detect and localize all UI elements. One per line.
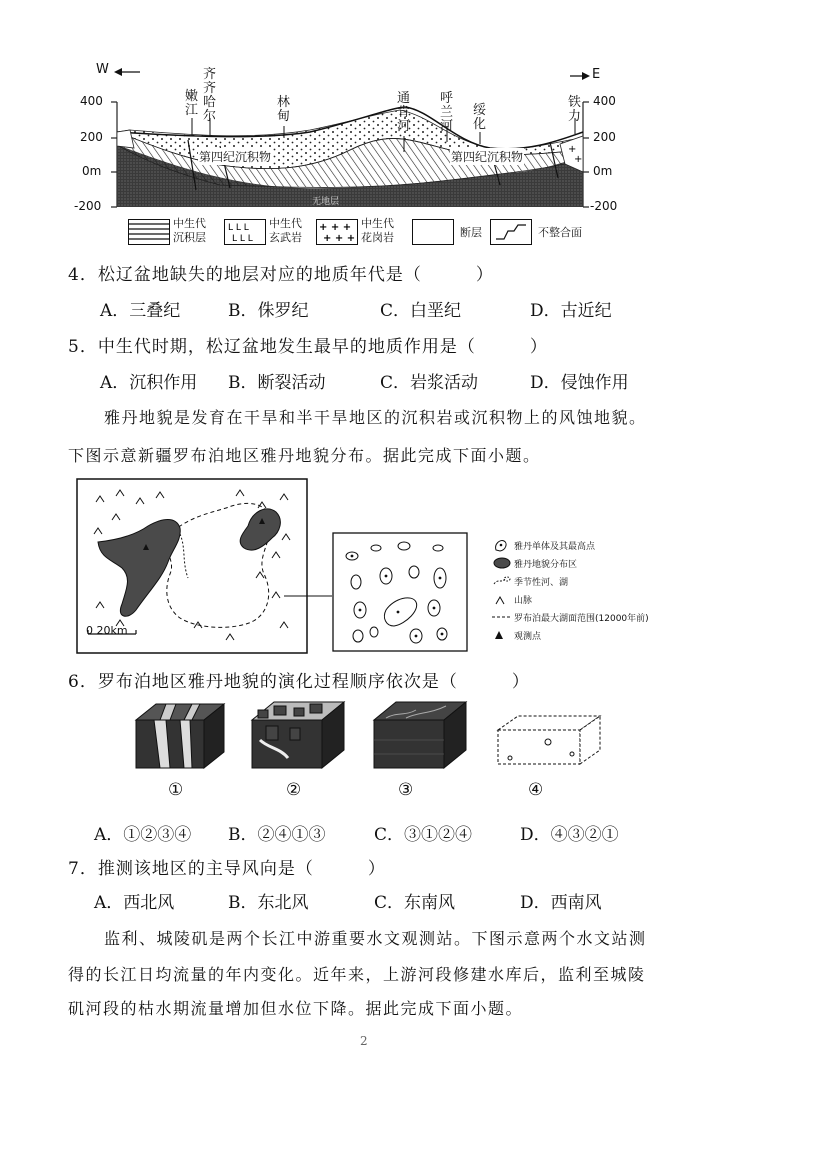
svg-text:+ + +: + + +	[323, 233, 356, 244]
y-tick-left-neg200: -200	[74, 199, 102, 213]
legend-observation-point-label: 观测点	[514, 632, 542, 642]
yardang-map-figure	[76, 478, 676, 654]
evolution-block-4	[492, 714, 604, 780]
yangtze-intro-line-1: 监利、城陵矶是两个长江中游重要水文观测站。下图示意两个水文站测	[104, 929, 647, 948]
geologic-cross-section-figure	[70, 60, 630, 250]
y-tick-right-400: 400	[593, 94, 616, 108]
yardang-map-legend	[492, 536, 676, 656]
y-tick-left-400: 400	[80, 94, 103, 108]
place-qiqihar: 齐齐哈尔	[203, 67, 217, 124]
svg-text:+: +	[574, 154, 583, 165]
legend-observation-point-icon	[492, 628, 512, 642]
question-4: 4．松辽盆地缺失的地层对应的地质年代是（ ）	[68, 265, 494, 285]
east-label: E	[592, 67, 601, 82]
q6-option-d: D．④③②①	[520, 825, 619, 845]
place-suihua: 绥化	[473, 103, 487, 132]
q4-option-c: C．白垩纪	[380, 301, 462, 321]
evolution-block-1	[126, 700, 226, 780]
legend-unconformity-swatch	[490, 219, 532, 245]
svg-text:L L L: L L L	[232, 234, 253, 244]
yangtze-intro-line-3: 矶河段的枯水期流量增加但水位下降。据此完成下面小题。	[68, 999, 524, 1018]
legend-mountain-label: 山脉	[514, 596, 533, 606]
q7-option-c: C．东南风	[374, 893, 456, 913]
legend-fault-label: 断层	[460, 226, 482, 239]
q6-option-b: B．②④①③	[228, 825, 326, 845]
y-tick-left-200: 200	[80, 130, 103, 144]
q5-option-a: A．沉积作用	[100, 373, 198, 393]
yangtze-intro-line-2: 得的长江日均流量的年内变化。近年来，上游河段修建水库后，监利至城陵	[68, 965, 646, 984]
svg-text:L L L: L L L	[228, 223, 249, 233]
legend-basalt-label: 中生代玄武岩	[269, 217, 302, 244]
q5-option-b: B．断裂活动	[228, 373, 326, 393]
place-tongken-river: 通肯河	[397, 91, 411, 134]
label-basement: 无地层	[312, 197, 340, 207]
q4-option-b: B．侏罗纪	[228, 301, 309, 321]
map-scale-label: 0 20km	[86, 624, 128, 637]
q5-option-d: D．侵蚀作用	[530, 373, 629, 393]
legend-max-lake-icon	[492, 610, 512, 624]
yardang-intro-line-2: 下图示意新疆罗布泊地区雅丹地貌分布。据此完成下面小题。	[68, 446, 541, 465]
evolution-label-3: ③	[398, 780, 414, 800]
q6-option-c: C．③①②④	[374, 825, 473, 845]
legend-row	[128, 217, 588, 249]
legend-seasonal-river-label: 季节性河、湖	[514, 578, 569, 588]
q5-option-c: C．岩浆活动	[380, 373, 479, 393]
y-tick-right-neg200: -200	[590, 199, 618, 213]
svg-text:+ + +: + + +	[319, 222, 352, 233]
west-label: W	[96, 62, 109, 77]
question-6: 6．罗布泊地区雅丹地貌的演化过程顺序依次是（ ）	[68, 672, 530, 692]
y-tick-right-200: 200	[593, 130, 616, 144]
yardang-inset-map	[332, 532, 468, 652]
svg-text:+: +	[568, 144, 577, 155]
evolution-block-2	[244, 700, 348, 780]
legend-yardang-unit-icon	[492, 538, 512, 552]
legend-sediment-label: 中生代沉积层	[173, 217, 206, 244]
label-quaternary-left: 第四纪沉积物	[199, 150, 272, 164]
place-tieli: 铁力	[568, 95, 582, 124]
y-tick-left-0: 0m	[82, 164, 102, 178]
question-7: 7．推测该地区的主导风向是（ ）	[68, 859, 386, 879]
legend-yardang-area-icon	[492, 556, 512, 570]
legend-mountain-icon	[492, 592, 512, 606]
question-5: 5．中生代时期，松辽盆地发生最早的地质作用是（ ）	[68, 337, 548, 357]
q6-option-a: A．①②③④	[94, 825, 192, 845]
evolution-label-4: ④	[528, 780, 544, 800]
legend-granite-label: 中生代花岗岩	[361, 217, 394, 244]
q7-option-d: D．西南风	[520, 893, 602, 913]
evolution-label-1: ①	[168, 780, 184, 800]
legend-max-lake-label: 罗布泊最大湖面范围(12000年前)	[514, 614, 649, 624]
legend-yardang-unit-label: 雅丹单体及其最高点	[514, 542, 596, 552]
label-quaternary-right: 第四纪沉积物	[451, 150, 524, 164]
legend-basalt-swatch	[224, 219, 266, 245]
legend-fault-swatch	[412, 219, 454, 245]
inset-connector	[276, 478, 336, 654]
q7-option-b: B．东北风	[228, 893, 309, 913]
evolution-block-3	[366, 700, 470, 780]
place-nenjiang: 嫩江	[185, 89, 199, 118]
place-hulan-river: 呼兰河	[440, 91, 454, 134]
evolution-diagrams	[126, 700, 616, 810]
page-number: 2	[360, 1034, 368, 1048]
q4-option-a: A．三叠纪	[100, 301, 181, 321]
q4-option-d: D．古近纪	[530, 301, 612, 321]
legend-seasonal-river-icon	[492, 574, 512, 588]
place-lindian: 林甸	[277, 95, 291, 124]
legend-sediment-swatch	[128, 219, 170, 245]
evolution-label-2: ②	[286, 780, 302, 800]
y-tick-right-0: 0m	[593, 164, 613, 178]
yardang-intro-line-1: 雅丹地貌是发育在干旱和半干旱地区的沉积岩或沉积物上的风蚀地貌。	[104, 408, 647, 427]
legend-yardang-area-label: 雅丹地貌分布区	[514, 560, 578, 570]
legend-unconformity-label: 不整合面	[538, 226, 582, 239]
legend-granite-swatch	[316, 219, 358, 245]
q7-option-a: A．西北风	[94, 893, 175, 913]
